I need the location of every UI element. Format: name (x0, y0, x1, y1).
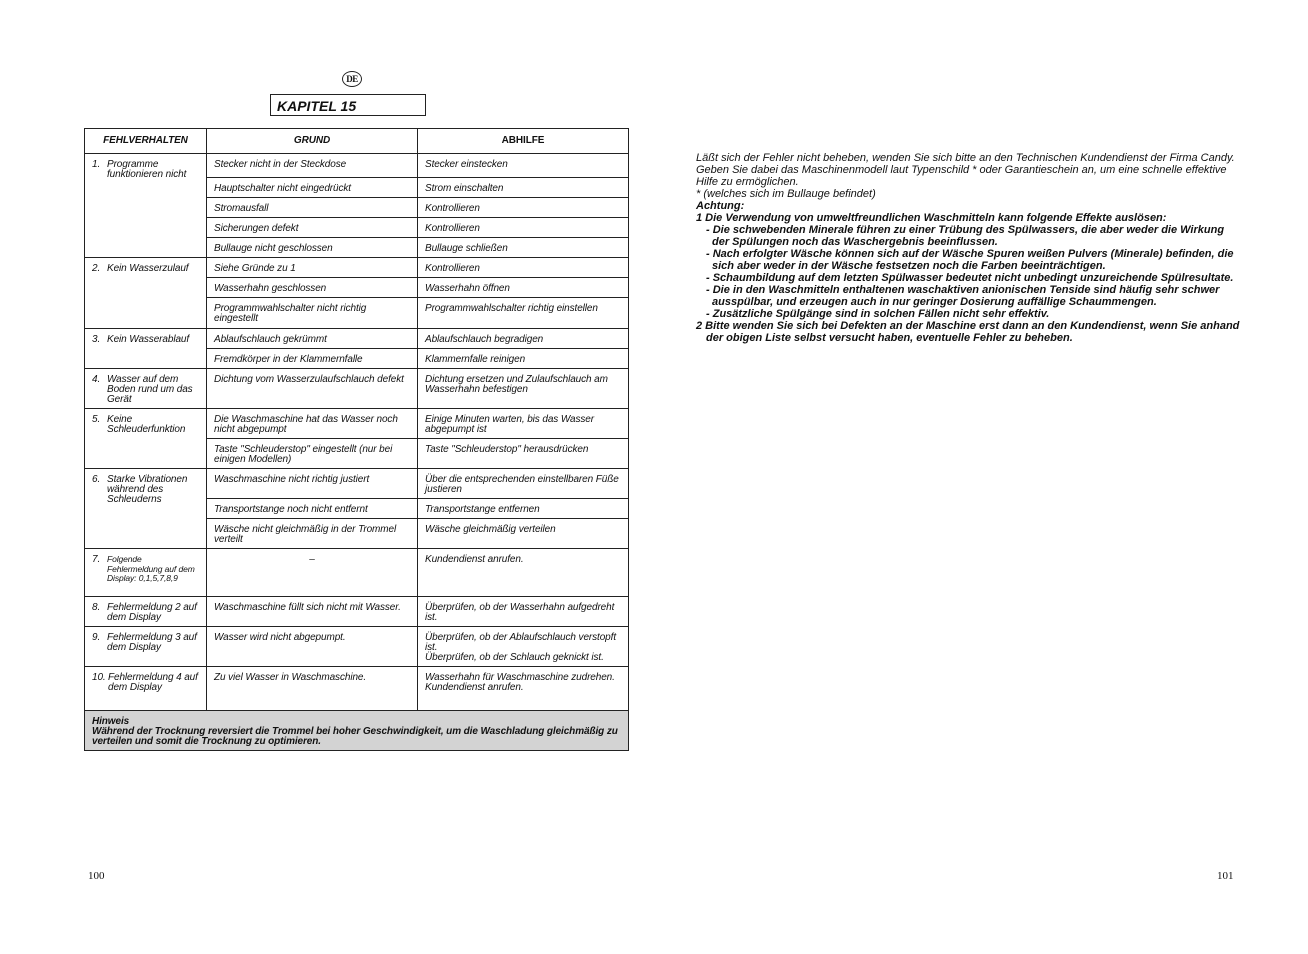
fault-text: Kein Wasserablauf (107, 334, 190, 345)
header-grund: GRUND (207, 129, 418, 154)
table-row (85, 154, 629, 178)
cause-cell: Wasserhahn geschlossen (207, 278, 418, 298)
intro-footnote: * (welches sich im Bullauge befindet) (696, 188, 876, 200)
table-row (85, 597, 629, 627)
achtung-heading: Achtung: (696, 200, 745, 212)
fault-text: Folgende Fehlermeldung auf dem Display: 0,1,5,7,8,9 (107, 554, 195, 583)
fix-text: Ablaufschlauch begradigen (425, 334, 544, 345)
table-row (85, 549, 629, 597)
table-row (85, 627, 629, 667)
table-row (85, 369, 629, 409)
fix-text: Bullauge schließen (425, 243, 508, 254)
fix-text: Kundendienst anrufen. (425, 554, 524, 565)
fault-text: Fehlermeldung 4 auf dem Display (108, 672, 198, 693)
page-number-left: 100 (88, 870, 105, 882)
cause-cell: Bullauge nicht geschlossen (207, 238, 418, 258)
fix-text: Taste "Schleuderstop" herausdrücken (425, 444, 589, 455)
fix-text: Stecker einstecken (425, 159, 508, 170)
fault-cell (85, 597, 207, 627)
fault-number: 9. (92, 632, 101, 643)
fix-text: Klammernfalle reinigen (425, 354, 526, 365)
fix-cell (418, 439, 629, 469)
fault-text: Kein Wasserzulauf (107, 263, 189, 274)
note-cell (85, 711, 629, 751)
fault-text: Keine Schleuderfunktion (107, 414, 186, 435)
bullet-item: - Die schwebenden Minerale führen zu einer Trübung des Spülwassers, die aber weder die Wirkung der Spülungen noch das Waschergebnis beeinflussen. (706, 224, 1225, 248)
fault-number: 6. (92, 474, 101, 485)
table-row (85, 667, 629, 711)
fix-cell (418, 469, 629, 499)
fault-text: Wasser auf dem Boden rund um das Gerät (107, 374, 193, 405)
bullet-item: - Die in den Waschmitteln enthaltenen waschaktiven anionischen Tenside sind häufig sehr schwer ausspülbar, und erzeugen auch in nur geringer Dosierung auffällige Schaummengen. (706, 284, 1220, 308)
fix-text: Dichtung ersetzen und Zulaufschlauch am Wasserhahn befestigen (425, 374, 608, 395)
fault-number: 7. (92, 554, 101, 565)
point-2: 2 Bitte wenden Sie sich bei Defekten an der Maschine erst dann an den Kundendienst, wenn Sie anhand der obigen Liste selbst versucht haben, eventuelle Fehler zu beheben. (696, 320, 1240, 344)
fix-text: Programmwahlschalter richtig einstellen (425, 303, 598, 314)
fault-cell (85, 409, 207, 469)
fault-number: 5. (92, 414, 101, 425)
fix-cell (418, 258, 629, 278)
fault-number: 2. (92, 263, 101, 274)
cause-cell: Zu viel Wasser in Waschmaschine. (207, 667, 418, 711)
fault-cell (85, 154, 207, 258)
page-number-right: 101 (1217, 870, 1234, 882)
cause-cell: Wäsche nicht gleichmäßig in der Trommel verteilt (207, 519, 418, 549)
fix-text: Strom einschalten (425, 183, 504, 194)
fix-cell (418, 178, 629, 198)
cause-cell: Ablaufschlauch gekrümmt (207, 329, 418, 349)
fix-text: Überprüfen, ob der Wasserhahn aufgedreht ist. (425, 602, 615, 623)
fault-number: 3. (92, 334, 101, 345)
fault-cell (85, 469, 207, 549)
fix-cell (418, 549, 629, 597)
fix-text: Kontrollieren (425, 223, 480, 234)
fix-cell (418, 298, 629, 329)
fix-cell (418, 238, 629, 258)
fix-cell (418, 597, 629, 627)
chapter-title: KAPITEL 15 (270, 94, 426, 116)
fix-text: Über die entsprechenden einstellbaren Füße justieren (425, 474, 619, 495)
fault-text: Starke Vibrationen während des Schleuderns (107, 474, 188, 505)
fix-cell (418, 349, 629, 369)
header-abhilfe: ABHILFE (418, 129, 629, 154)
language-badge: DE (342, 71, 362, 87)
note-row (85, 711, 629, 751)
cause-cell: Wasser wird nicht abgepumpt. (207, 627, 418, 667)
cause-cell: Stecker nicht in der Steckdose (207, 154, 418, 178)
intro-paragraph-2: Geben Sie dabei das Maschinenmodell laut Typenschild * oder Garantieschein an, um eine schnelle effektive Hilfe zu ermöglichen. (696, 164, 1227, 188)
bullet-item: - Zusätzliche Spülgänge sind in solchen Fällen nicht sehr effektiv. (706, 308, 1050, 320)
fix-cell (418, 154, 629, 178)
fix-cell (418, 329, 629, 349)
intro-paragraph-1: Läßt sich der Fehler nicht beheben, wenden Sie sich bitte an den Technischen Kundendienst der Firma Candy. (696, 152, 1235, 164)
fix-text-2: Überprüfen, ob der Schlauch geknickt ist. (425, 652, 604, 663)
table-header-row (85, 129, 629, 154)
fault-number: 1. (92, 159, 101, 170)
fix-text: Wäsche gleichmäßig verteilen (425, 524, 556, 535)
troubleshooting-table (84, 128, 629, 751)
fix-cell (418, 667, 629, 711)
fault-cell (85, 329, 207, 369)
fix-text: Kontrollieren (425, 203, 480, 214)
table-row (85, 409, 629, 439)
cause-cell: Stromausfall (207, 198, 418, 218)
fault-cell (85, 369, 207, 409)
fix-text-2: Kundendienst anrufen. (425, 682, 524, 693)
fault-number: 10. (92, 672, 106, 683)
note-title: Hinweis (92, 716, 130, 727)
cause-cell: Siehe Gründe zu 1 (207, 258, 418, 278)
fault-text: Programme funktionieren nicht (107, 159, 187, 180)
cause-cell: Programmwahlschalter nicht richtig eingestellt (207, 298, 418, 329)
fault-text: Fehlermeldung 2 auf dem Display (107, 602, 197, 623)
fix-cell (418, 409, 629, 439)
fault-number: 4. (92, 374, 101, 385)
bullet-item: - Nach erfolgter Wäsche können sich auf der Wäsche Spuren weißen Pulvers (Minerale) befinden, die sich aber weder in der Wäsche festsetzen noch die Farben beeinträchtigen. (706, 248, 1234, 272)
fix-text: Überprüfen, ob der Ablaufschlauch verstopft ist. (425, 632, 616, 653)
cause-cell: Transportstange noch nicht entfernt (207, 499, 418, 519)
table-row (85, 258, 629, 278)
fix-text: Wasserhahn für Waschmaschine zudrehen. (425, 672, 615, 683)
fix-cell (418, 499, 629, 519)
cause-cell: – (207, 549, 418, 597)
fix-cell (418, 369, 629, 409)
fault-cell (85, 549, 207, 597)
cause-cell: Sicherungen defekt (207, 218, 418, 238)
bullet-item: - Schaumbildung auf dem letzten Spülwasser bedeutet nicht unbedingt unzureichende Spülresultate. (706, 272, 1234, 284)
fix-cell (418, 198, 629, 218)
fault-number: 8. (92, 602, 101, 613)
cause-cell: Dichtung vom Wasserzulaufschlauch defekt (207, 369, 418, 409)
cause-cell: Waschmaschine nicht richtig justiert (207, 469, 418, 499)
fix-text: Einige Minuten warten, bis das Wasser abgepumpt ist (425, 414, 594, 435)
cause-cell: Waschmaschine füllt sich nicht mit Wasser. (207, 597, 418, 627)
table-row (85, 329, 629, 349)
header-fehlverhalten: FEHLVERHALTEN (85, 129, 207, 154)
cause-cell: Hauptschalter nicht eingedrückt (207, 178, 418, 198)
cause-cell: Fremdkörper in der Klammernfalle (207, 349, 418, 369)
table-row (85, 469, 629, 499)
right-page-text (696, 152, 1241, 344)
fault-text: Fehlermeldung 3 auf dem Display (107, 632, 197, 653)
cause-cell: Die Waschmaschine hat das Wasser noch nicht abgepumpt (207, 409, 418, 439)
fix-cell (418, 278, 629, 298)
fix-text: Kontrollieren (425, 263, 480, 274)
point-1: 1 Die Verwendung von umweltfreundlichen Waschmitteln kann folgende Effekte auslösen: (696, 212, 1167, 224)
fault-cell (85, 627, 207, 667)
fix-cell (418, 218, 629, 238)
fix-text: Transportstange entfernen (425, 504, 540, 515)
fix-cell (418, 519, 629, 549)
fix-text: Wasserhahn öffnen (425, 283, 510, 294)
cause-cell: Taste "Schleuderstop" eingestellt (nur bei einigen Modellen) (207, 439, 418, 469)
note-text: Während der Trocknung reversiert die Trommel bei hoher Geschwindigkeit, um die Waschladung gleichmäßig zu verteilen und somit die Trocknung zu optimieren. (92, 726, 618, 747)
fault-cell (85, 258, 207, 329)
fault-cell (85, 667, 207, 711)
fix-cell (418, 627, 629, 667)
